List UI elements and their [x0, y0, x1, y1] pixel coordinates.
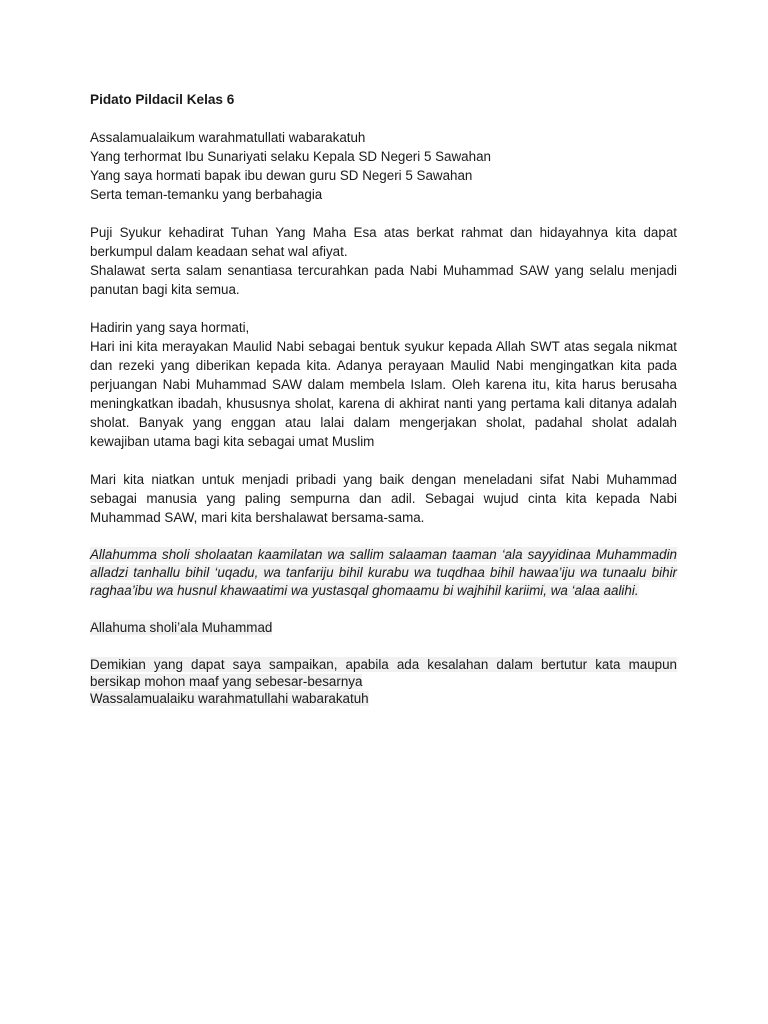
short-shalawat-text: Allahuma sholi’ala Muhammad — [90, 620, 273, 635]
greeting-line: Assalamualaikum warahmatullati wabarakatuh — [90, 130, 366, 145]
body-block — [90, 318, 677, 451]
greetings-block — [90, 128, 677, 204]
closing-paragraph — [90, 656, 677, 690]
shalawat-text: Allahumma sholi sholaatan kaamilatan wa sallim salaaman taaman ‘ala sayyidinaa Muhammadin alladzi tanhallu bihil ‘uqadu, wa tanfariju bihil kurabu wa tuqdhaa bihil hawaa’iju wa tunaalu bihir raghaa’ibu wa husnul khawaatimi wa yustasqal ghomaamu bi wajhihil kariimi, wa ‘alaa aalihi. — [90, 547, 677, 598]
body-paragraph: Hari ini kita merayakan Maulid Nabi sebagai bentuk syukur kepada Allah SWT atas segala nikmat dan rezeki yang diberikan kepada kita. Adanya perayaan Maulid Nabi mengingatkan kita pada perjuangan Nabi Muhammad SAW dalam membela Islam. Oleh karena itu, kita harus berusaha meningkatkan ibadah, khususnya sholat, karena di akhirat nanti yang pertama kali ditanya adalah sholat. Banyak yang enggan atau lalai dalam mengerjakan sholat, padahal sholat adalah kewajiban utama bagi kita sebagai umat Muslim — [90, 339, 677, 449]
speech-title: Pidato Pildacil Kelas 6 — [90, 92, 235, 107]
closing-farewell-block — [90, 690, 677, 707]
shalawat-quote — [90, 546, 677, 600]
opening-paragraph-2: Shalawat serta salam senantiasa tercurahkan pada Nabi Muhammad SAW yang selalu menjadi panutan bagi kita semua. — [90, 263, 677, 297]
opening-block — [90, 223, 677, 299]
greeting-line: Serta teman-temanku yang berbahagia — [90, 187, 323, 202]
opening-paragraph-1: Puji Syukur kehadirat Tuhan Yang Maha Esa atas berkat rahmat dan hidayahnya kita dapat berkumpul dalam keadaan sehat wal afiyat. — [90, 225, 677, 259]
closing-text: Demikian yang dapat saya sampaikan, apabila ada kesalahan dalam bertutur kata maupun bersikap mohon maaf yang sebesar-besarnya — [90, 657, 677, 689]
closing-farewell: Wassalamualaiku warahmatullahi wabarakatuh — [90, 691, 369, 706]
greeting-line: Yang saya hormati bapak ibu dewan guru SD Negeri 5 Sawahan — [90, 168, 473, 183]
invitation-paragraph: Mari kita niatkan untuk menjadi pribadi yang baik dengan meneladani sifat Nabi Muhammad sebagai manusia yang paling sempurna dan adil. Sebagai wujud cinta kita kepada Nabi Muhammad SAW, mari kita bershalawat bersama-sama. — [90, 472, 677, 525]
short-shalawat-block — [90, 618, 677, 637]
document-page — [90, 90, 677, 707]
body-address: Hadirin yang saya hormati, — [90, 320, 250, 335]
greeting-line: Yang terhormat Ibu Sunariyati selaku Kepala SD Negeri 5 Sawahan — [90, 149, 491, 164]
